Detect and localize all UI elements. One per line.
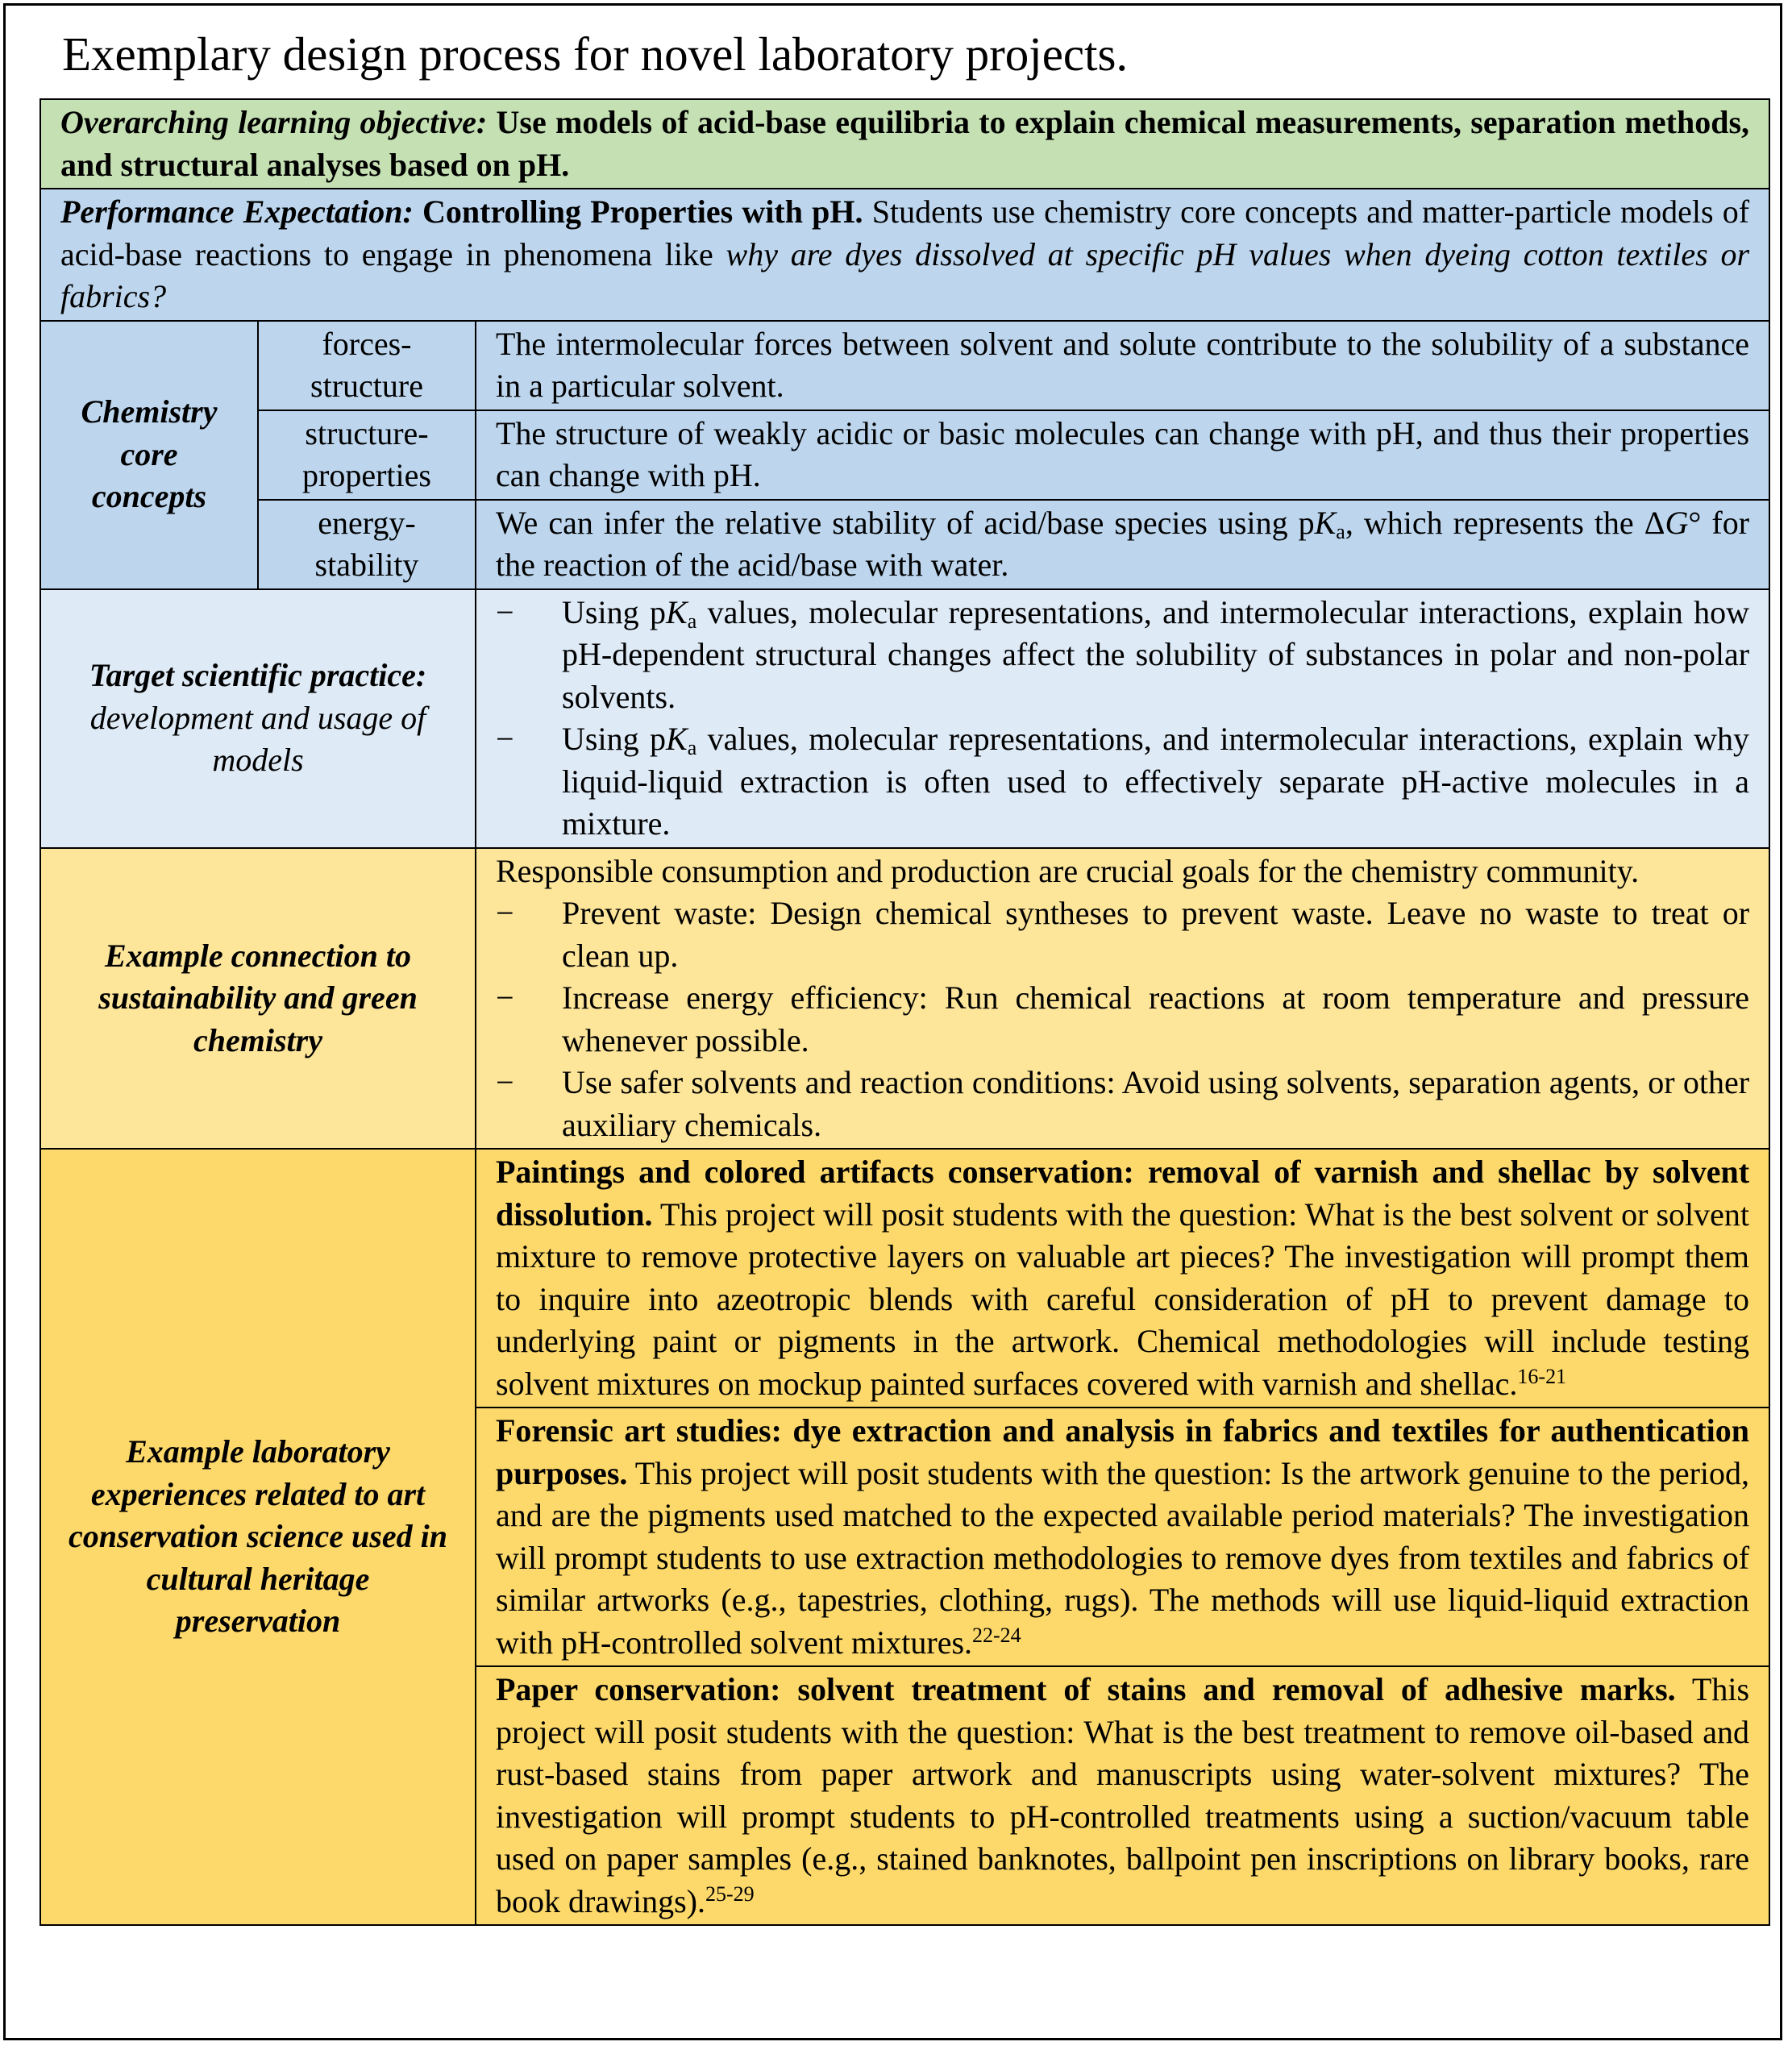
concept-name: energy- stability [258, 500, 476, 589]
performance-text: Students use chemistry core concepts and matter-particle models of acid-base reactions to engage in phenomena like [60, 193, 1750, 272]
page-title: Exemplary design process for novel laboratory projects. [62, 27, 1129, 81]
project-text: This project will posit students with the question: What is the best solvent or solvent mixture to remove protective layers on valuable art pieces? The investigation will prompt them to inquire into azeotropic blends with careful consideration of pH to prevent damage to underlying paint or pigments in the artwork. Chemical methodologies will include testing solvent mixtures on mockup painted surfaces covered with varnish and shellac. [496, 1195, 1750, 1402]
project-refs: 16-21 [1517, 1364, 1567, 1388]
project-refs: 22-24 [972, 1623, 1021, 1647]
performance-question: why are dyes dissolved at specific pH values when dyeing cotton textiles or fabrics? [60, 235, 1750, 314]
practice-items-cell [476, 589, 1769, 848]
sustainability-row [40, 848, 1769, 1150]
list-item: − Using $pK_a$ values, molecular representations, and intermolecular interactions, explain how pH-dependent structural changes affect the solubility of substances in polar and non-polar solvents. [496, 592, 1749, 719]
experiences-label: Example laboratory experiences related to art conservation science used in cultural heritage preservation [40, 1149, 476, 1925]
sustainability-label: Example connection to sustainability and green chemistry [40, 848, 476, 1150]
page-frame [3, 3, 1782, 2040]
experience-row [40, 1149, 1769, 1408]
design-table [39, 98, 1770, 1926]
list-item: − Increase energy efficiency: Run chemical reactions at room temperature and pressure whenever possible. [496, 977, 1749, 1062]
practice-list [496, 592, 1749, 846]
practice-label-cell [40, 589, 476, 848]
objective-cell [40, 99, 1769, 189]
project-text: This project will posit students with the question: What is the best treatment to remove oil-based and rust-based stains from paper artwork and manuscripts using water-solvent mixtures? The investigation will prompt students to pH-controlled treatments using a suction/vacuum table used on paper samples (e.g., stained banknotes, ballpoint pen inscriptions on library books, rare book drawings). [496, 1671, 1750, 1919]
concept-row [40, 500, 1769, 589]
sustainability-items-cell [476, 848, 1769, 1150]
practice-row [40, 589, 1769, 848]
practice-sublabel: development and usage of models [89, 699, 426, 779]
list-item: − Using $pK_a$ values, molecular representations, and intermolecular interactions, explain why liquid-liquid extraction is often used to effectively separate pH-active molecules in a mixture. [496, 718, 1749, 846]
performance-label: Performance Expectation: [60, 193, 414, 230]
concept-description: We can infer the relative stability of acid/base species using $pK_a$, which represents the ΔG° for the reaction of the acid/base with water. [476, 500, 1769, 589]
concept-name: structure- properties [258, 410, 476, 500]
list-item: − Use safer solvents and reaction conditions: Avoid using solvents, separation agents, or other auxiliary chemicals. [496, 1062, 1749, 1146]
project-cell [476, 1408, 1769, 1666]
project-title: Forensic art studies: dye extraction and analysis in fabrics and textiles for authentication purposes. [496, 1412, 1750, 1491]
objective-text: Use models of acid-base equilibria to explain chemical measurements, separation methods, and structural analyses based on pH. [60, 104, 1750, 183]
project-title: Paper conservation: solvent treatment of stains and removal of adhesive marks. [496, 1671, 1676, 1707]
concept-row [40, 410, 1769, 500]
performance-cell [40, 189, 1769, 321]
project-text: This project will posit students with the question: Is the artwork genuine to the period, and are the pigments used matched to the expected available period materials? The investigation will prompt students to use extraction methodologies to remove dyes from textiles and fabrics of similar artworks (e.g., tapestries, clothing, rugs). The methods will use liquid-liquid extraction with pH-controlled solvent mixtures. [496, 1454, 1750, 1661]
project-cell [476, 1666, 1769, 1925]
objective-label: Overarching learning objective: [60, 104, 488, 140]
sustainability-intro: Responsible consumption and production are crucial goals for the chemistry community. [496, 852, 1640, 889]
concept-description: The intermolecular forces between solvent and solute contribute to the solubility of a substance in a particular solvent. [476, 321, 1769, 410]
sustainability-list [496, 892, 1749, 1146]
core-concepts-label: Chemistry core concepts [40, 321, 258, 589]
performance-heading: Controlling Properties with pH. [422, 193, 863, 230]
concept-description: The structure of weakly acidic or basic molecules can change with pH, and thus their properties can change with pH. [476, 410, 1769, 500]
project-refs: 25-29 [705, 1882, 755, 1906]
practice-label: Target scientific practice: [89, 657, 427, 694]
objective-row [40, 99, 1769, 189]
performance-row [40, 189, 1769, 321]
project-cell [476, 1149, 1769, 1408]
list-item: − Prevent waste: Design chemical syntheses to prevent waste. Leave no waste to treat or clean up. [496, 892, 1749, 977]
concept-row [40, 321, 1769, 410]
project-title: Paintings and colored artifacts conservation: removal of varnish and shellac by solvent dissolution. [496, 1154, 1750, 1233]
concept-name: forces- structure [258, 321, 476, 410]
